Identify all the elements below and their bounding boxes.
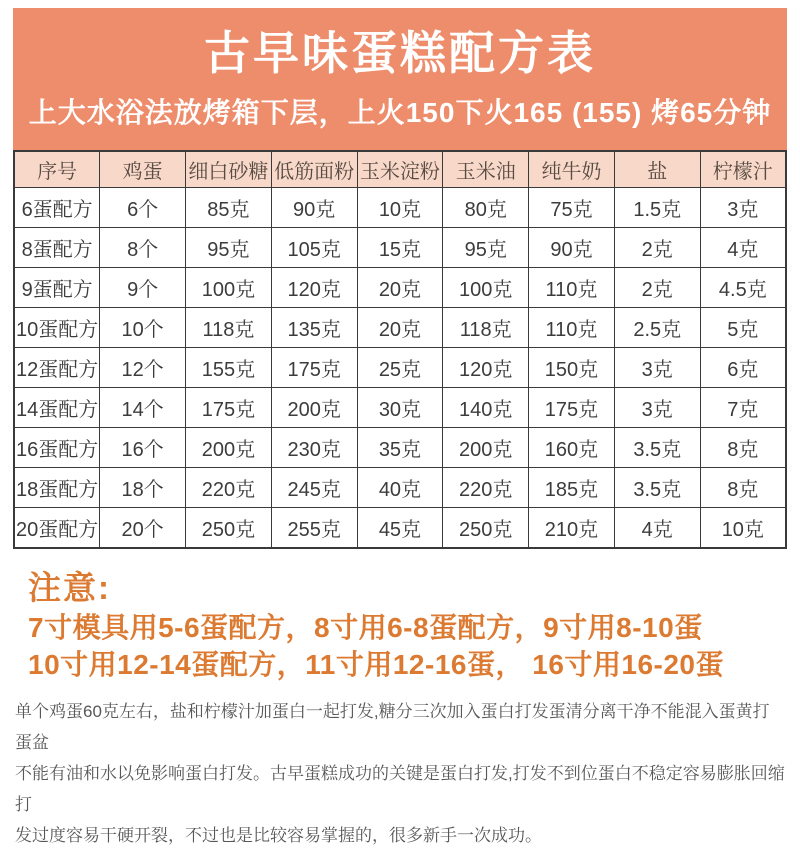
cell: 90克 — [271, 188, 357, 228]
cell: 3克 — [614, 348, 700, 388]
cell: 255克 — [271, 508, 357, 549]
cell: 9个 — [100, 268, 186, 308]
column-header: 玉米淀粉 — [357, 151, 443, 188]
cell: 95克 — [186, 228, 272, 268]
cell: 25克 — [357, 348, 443, 388]
cell: 45克 — [357, 508, 443, 549]
cell: 40克 — [357, 468, 443, 508]
column-header: 纯牛奶 — [529, 151, 615, 188]
cell: 14个 — [100, 388, 186, 428]
cell: 4.5克 — [700, 268, 786, 308]
table-row — [14, 268, 786, 308]
cell: 200克 — [186, 428, 272, 468]
cell: 200克 — [443, 428, 529, 468]
column-header: 序号 — [14, 151, 100, 188]
cell: 7克 — [700, 388, 786, 428]
cell: 80克 — [443, 188, 529, 228]
cell: 20克 — [357, 308, 443, 348]
cell: 175克 — [186, 388, 272, 428]
cell: 14蛋配方 — [14, 388, 100, 428]
column-header: 柠檬汁 — [700, 151, 786, 188]
column-header: 低筋面粉 — [271, 151, 357, 188]
cell: 4克 — [700, 228, 786, 268]
cell: 1.5克 — [614, 188, 700, 228]
cell: 2.5克 — [614, 308, 700, 348]
cell: 2克 — [614, 228, 700, 268]
cell: 140克 — [443, 388, 529, 428]
cell: 100克 — [186, 268, 272, 308]
column-header: 盐 — [614, 151, 700, 188]
cell: 12个 — [100, 348, 186, 388]
cell: 8个 — [100, 228, 186, 268]
cell: 120克 — [271, 268, 357, 308]
cell: 4克 — [614, 508, 700, 549]
cell: 6克 — [700, 348, 786, 388]
cell: 5克 — [700, 308, 786, 348]
table-header-row — [14, 151, 786, 188]
cell: 30克 — [357, 388, 443, 428]
cell: 220克 — [443, 468, 529, 508]
notes-heading: 注意: — [28, 569, 111, 606]
cell: 150克 — [529, 348, 615, 388]
cell: 2克 — [614, 268, 700, 308]
table-row — [14, 348, 786, 388]
cell: 16蛋配方 — [14, 428, 100, 468]
table-head — [14, 151, 786, 188]
cell: 10个 — [100, 308, 186, 348]
cell: 118克 — [186, 308, 272, 348]
cell: 9蛋配方 — [14, 268, 100, 308]
cell: 6个 — [100, 188, 186, 228]
tips-line-2: 不能有油和水以免影响蛋白打发。古早蛋糕成功的关键是蛋白打发,打发不到位蛋白不稳定容易膨胀回缩打 — [15, 764, 785, 814]
cell: 250克 — [443, 508, 529, 549]
cell: 18蛋配方 — [14, 468, 100, 508]
cell: 85克 — [186, 188, 272, 228]
cell: 120克 — [443, 348, 529, 388]
cell: 16个 — [100, 428, 186, 468]
cell: 110克 — [529, 268, 615, 308]
tips-paragraph — [15, 696, 785, 851]
cell: 20蛋配方 — [14, 508, 100, 549]
cell: 230克 — [271, 428, 357, 468]
cell: 20个 — [100, 508, 186, 549]
cell: 160克 — [529, 428, 615, 468]
table-row — [14, 508, 786, 549]
table-row — [14, 188, 786, 228]
cell: 3.5克 — [614, 468, 700, 508]
cell: 105克 — [271, 228, 357, 268]
cell: 95克 — [443, 228, 529, 268]
baking-instructions: 上大水浴法放烤箱下层，上火150下火165 (155) 烤65分钟 — [28, 97, 772, 129]
cell: 10克 — [357, 188, 443, 228]
cell: 118克 — [443, 308, 529, 348]
cell: 12蛋配方 — [14, 348, 100, 388]
column-header: 鸡蛋 — [100, 151, 186, 188]
cell: 20克 — [357, 268, 443, 308]
cell: 3克 — [614, 388, 700, 428]
cell: 8克 — [700, 428, 786, 468]
cell: 6蛋配方 — [14, 188, 100, 228]
cell: 135克 — [271, 308, 357, 348]
table-body — [14, 188, 786, 549]
cell: 250克 — [186, 508, 272, 549]
cell: 155克 — [186, 348, 272, 388]
cell: 245克 — [271, 468, 357, 508]
cell: 75克 — [529, 188, 615, 228]
table-row — [14, 468, 786, 508]
cell: 110克 — [529, 308, 615, 348]
notes-line-1: 7寸模具用5-6蛋配方，8寸用6-8蛋配方，9寸用8-10蛋 — [28, 612, 703, 643]
recipe-table — [13, 150, 787, 549]
cell: 3.5克 — [614, 428, 700, 468]
page-title: 古早味蛋糕配方表 — [204, 26, 596, 79]
column-header: 细白砂糖 — [186, 151, 272, 188]
cell: 90克 — [529, 228, 615, 268]
cell: 15克 — [357, 228, 443, 268]
cell: 10克 — [700, 508, 786, 549]
header-banner — [13, 8, 787, 150]
cell: 3克 — [700, 188, 786, 228]
cell: 100克 — [443, 268, 529, 308]
cell: 175克 — [271, 348, 357, 388]
notes-section — [28, 562, 787, 683]
cell: 200克 — [271, 388, 357, 428]
cell: 175克 — [529, 388, 615, 428]
table-row — [14, 308, 786, 348]
cell: 210克 — [529, 508, 615, 549]
notes-line-2: 10寸用12-14蛋配方，11寸用12-16蛋， 16寸用16-20蛋 — [28, 649, 725, 680]
cell: 10蛋配方 — [14, 308, 100, 348]
cell: 35克 — [357, 428, 443, 468]
cell: 8蛋配方 — [14, 228, 100, 268]
cell: 220克 — [186, 468, 272, 508]
column-header: 玉米油 — [443, 151, 529, 188]
cell: 185克 — [529, 468, 615, 508]
table-row — [14, 388, 786, 428]
tips-line-3: 发过度容易干硬开裂，不过也是比较容易掌握的，很多新手一次成功。 — [15, 826, 542, 845]
table-row — [14, 428, 786, 468]
cell: 8克 — [700, 468, 786, 508]
table-row — [14, 228, 786, 268]
cell: 18个 — [100, 468, 186, 508]
tips-line-1: 单个鸡蛋60克左右，盐和柠檬汁加蛋白一起打发,糖分三次加入蛋白打发蛋清分离干净不能混入蛋黄打蛋盆 — [15, 702, 770, 752]
